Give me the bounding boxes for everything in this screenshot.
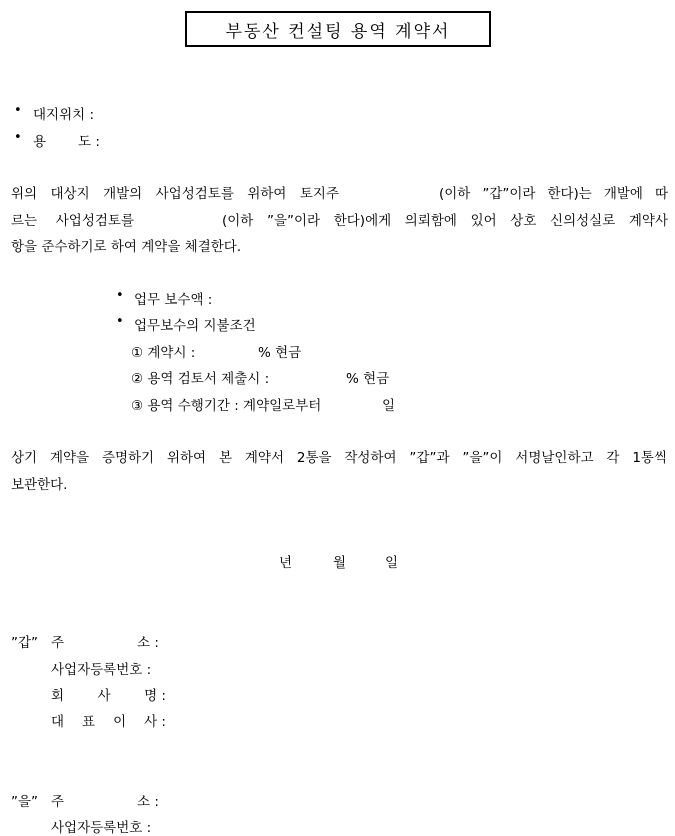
site-location-label: 대지위치 :	[33, 107, 95, 123]
bullet-dot: •	[14, 130, 22, 145]
date-month: 월	[333, 555, 347, 571]
site-use-label-left: 용	[33, 134, 47, 150]
party-a-company-label	[51, 684, 166, 704]
fee-term1-unit: % 현금	[258, 345, 302, 361]
intro-line2-a: 르는 사업성검토를	[11, 213, 134, 229]
party-a-company-char: 명 :	[144, 688, 166, 704]
party-b-bizno-label: 사업자등록번호 :	[51, 820, 152, 836]
closing-line1: 상기 계약을 증명하기 위하여 본 계약서 2통을 작성하여 ”갑”과 ”을”이 서명날인하고 각 1통씩	[11, 450, 667, 466]
fee-term3: ③ 용역 수행기간 : 계약일로부터	[131, 398, 322, 414]
date-day: 일	[385, 555, 399, 571]
party-b-tag: ”을”	[11, 794, 39, 810]
fee-term3-unit: 일	[382, 398, 396, 414]
party-a-ceo-char: 표	[82, 714, 96, 730]
party-a-ceo-char: 대	[51, 714, 65, 730]
party-a-ceo-char: 사 :	[144, 714, 166, 730]
party-b-address-label-left: 주	[51, 794, 65, 810]
intro-line1-a: 위의 대상지 개발의 사업성검토를 위하여 토지주	[11, 186, 339, 202]
party-a-address-label-right: 소 :	[137, 635, 159, 651]
bullet-dot: •	[14, 103, 22, 118]
site-use-label-right: 도 :	[78, 134, 100, 150]
fee-terms-label: 업무보수의 지불조건	[134, 318, 256, 334]
bullet-dot: •	[116, 314, 124, 329]
intro-line3: 항을 준수하기로 하여 계약을 체결한다.	[11, 239, 242, 255]
date-year: 년	[279, 555, 293, 571]
closing-line2: 보관한다.	[11, 477, 68, 493]
party-a-ceo-label	[51, 710, 166, 730]
bullet-dot: •	[116, 288, 124, 303]
fee-term2: ② 용역 검토서 제출시 :	[131, 371, 270, 387]
fee-term2-unit: % 현금	[346, 371, 390, 387]
intro-line1-b: (이하 ”갑”이라 한다)는 개발에 따	[439, 186, 668, 202]
party-a-tag: ”갑”	[11, 635, 39, 651]
party-a-ceo-char: 이	[113, 714, 127, 730]
party-a-bizno-label: 사업자등록번호 :	[51, 662, 152, 678]
fee-term1: ① 계약시 :	[131, 345, 196, 361]
intro-line2-b: (이하 ”을”이라 한다)에게 의뢰함에 있어 상호 신의성실로 계약사	[222, 213, 668, 229]
document-title-text: 부동산 컨설팅 용역 계약서	[225, 21, 451, 42]
party-a-address-label-left: 주	[51, 635, 65, 651]
party-a-company-char: 회	[51, 688, 65, 704]
fee-amount-label: 업무 보수액 :	[134, 292, 213, 308]
document-title	[185, 11, 491, 47]
party-b-address-label-right: 소 :	[137, 794, 159, 810]
party-a-company-char: 사	[97, 688, 111, 704]
